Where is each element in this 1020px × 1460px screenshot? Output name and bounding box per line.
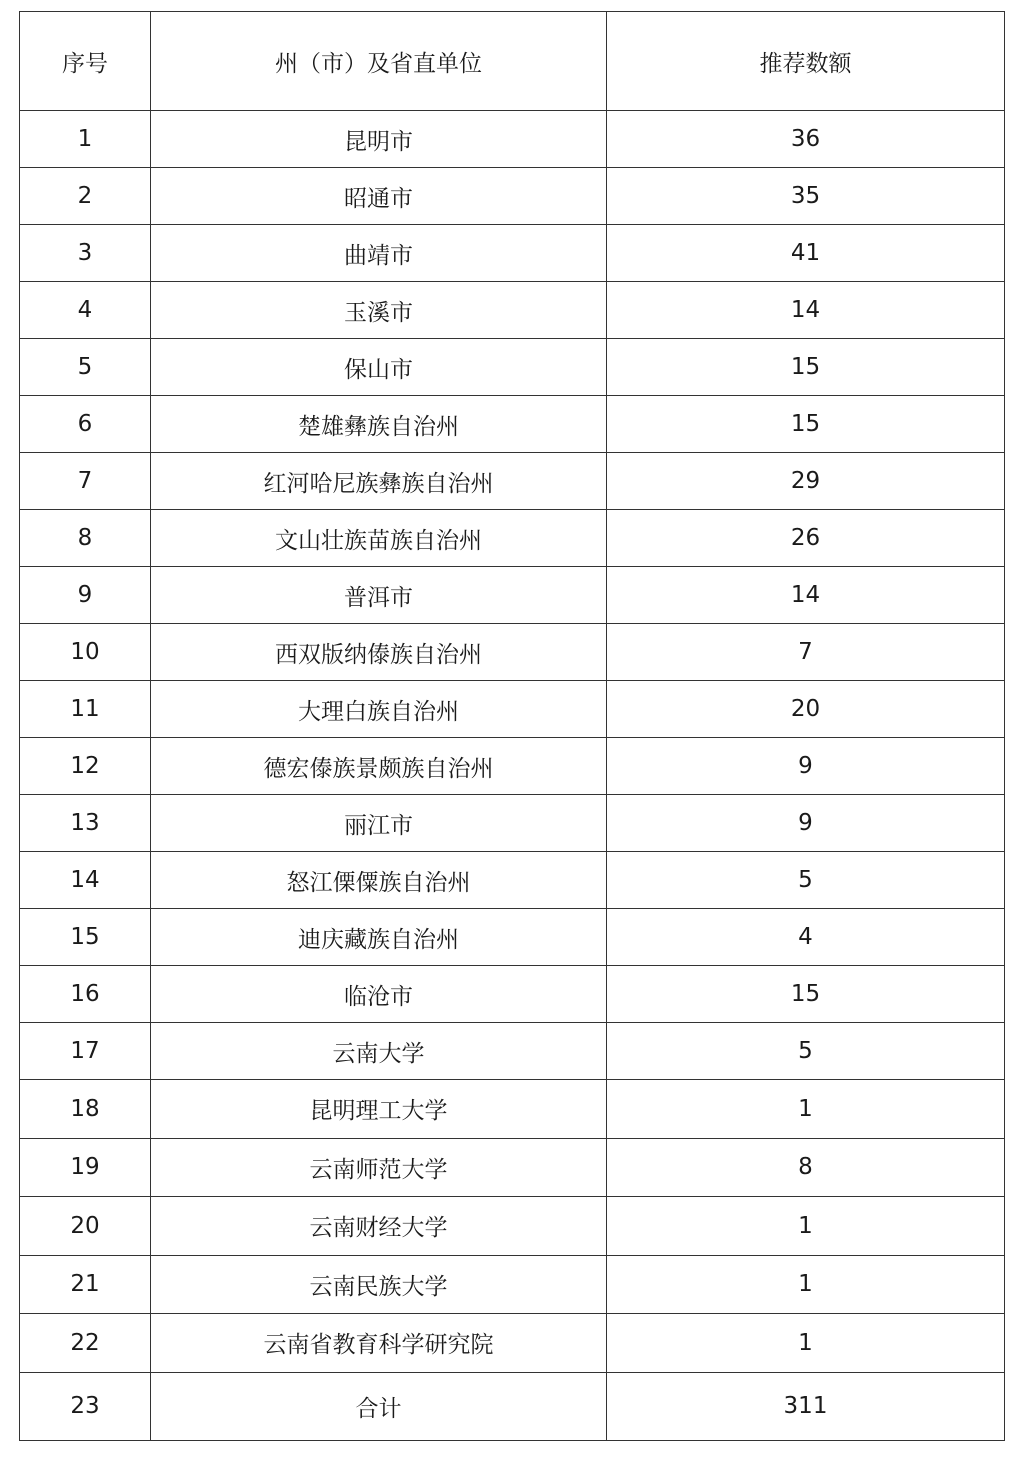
table-row [20,681,1005,738]
col-header-unit: 州（市）及省直单位 [151,12,607,111]
index-cell: 10 [20,624,151,681]
unit-cell: 西双版纳傣族自治州 [151,624,607,681]
unit-cell: 云南省教育科学研究院 [151,1314,607,1373]
table-row [20,567,1005,624]
table-row [20,111,1005,168]
quota-cell: 14 [607,282,1005,339]
quota-cell: 1 [607,1197,1005,1256]
index-cell: 3 [20,225,151,282]
table-row [20,396,1005,453]
table-row [20,1023,1005,1080]
table-row [20,168,1005,225]
table-row [20,1138,1005,1197]
index-cell: 6 [20,396,151,453]
unit-cell: 普洱市 [151,567,607,624]
quota-cell: 8 [607,1138,1005,1197]
index-cell: 9 [20,567,151,624]
unit-cell: 昆明理工大学 [151,1080,607,1139]
index-cell: 5 [20,339,151,396]
quota-cell: 14 [607,567,1005,624]
table-row [20,966,1005,1023]
table-row [20,852,1005,909]
index-cell: 18 [20,1080,151,1139]
quota-cell: 35 [607,168,1005,225]
unit-cell: 云南民族大学 [151,1255,607,1314]
quota-cell: 5 [607,852,1005,909]
table-row [20,1372,1005,1440]
index-cell: 16 [20,966,151,1023]
table-row [20,1314,1005,1373]
table-row [20,1197,1005,1256]
quota-cell: 5 [607,1023,1005,1080]
unit-cell: 曲靖市 [151,225,607,282]
quota-cell: 1 [607,1080,1005,1139]
col-header-quota: 推荐数额 [607,12,1005,111]
table-row [20,510,1005,567]
unit-cell: 迪庆藏族自治州 [151,909,607,966]
table-row [20,453,1005,510]
header-row [20,12,1005,111]
index-cell: 21 [20,1255,151,1314]
index-cell: 4 [20,282,151,339]
quota-cell: 1 [607,1255,1005,1314]
table-body [20,111,1005,1441]
quota-table [19,11,1005,1441]
quota-cell: 9 [607,738,1005,795]
quota-cell: 41 [607,225,1005,282]
table-row [20,225,1005,282]
unit-cell: 红河哈尼族彝族自治州 [151,453,607,510]
table-row [20,1080,1005,1139]
table-row [20,795,1005,852]
quota-cell: 15 [607,339,1005,396]
index-cell: 1 [20,111,151,168]
quota-cell: 9 [607,795,1005,852]
quota-cell: 311 [607,1372,1005,1440]
table-row [20,339,1005,396]
unit-cell: 云南财经大学 [151,1197,607,1256]
table-row [20,1255,1005,1314]
quota-cell: 15 [607,396,1005,453]
unit-cell: 云南大学 [151,1023,607,1080]
unit-cell: 玉溪市 [151,282,607,339]
quota-cell: 15 [607,966,1005,1023]
unit-cell: 保山市 [151,339,607,396]
unit-cell: 昆明市 [151,111,607,168]
index-cell: 13 [20,795,151,852]
quota-cell: 20 [607,681,1005,738]
unit-cell: 云南师范大学 [151,1138,607,1197]
unit-cell: 德宏傣族景颇族自治州 [151,738,607,795]
index-cell: 8 [20,510,151,567]
col-header-index: 序号 [20,12,151,111]
index-cell: 23 [20,1372,151,1440]
unit-cell: 昭通市 [151,168,607,225]
index-cell: 7 [20,453,151,510]
index-cell: 20 [20,1197,151,1256]
index-cell: 22 [20,1314,151,1373]
quota-cell: 36 [607,111,1005,168]
quota-cell: 1 [607,1314,1005,1373]
unit-cell: 临沧市 [151,966,607,1023]
unit-cell: 合计 [151,1372,607,1440]
unit-cell: 大理白族自治州 [151,681,607,738]
unit-cell: 文山壮族苗族自治州 [151,510,607,567]
index-cell: 17 [20,1023,151,1080]
table-row [20,909,1005,966]
table-row [20,282,1005,339]
quota-cell: 26 [607,510,1005,567]
unit-cell: 怒江傈僳族自治州 [151,852,607,909]
table-row [20,624,1005,681]
quota-cell: 4 [607,909,1005,966]
index-cell: 11 [20,681,151,738]
index-cell: 19 [20,1138,151,1197]
table-row [20,738,1005,795]
index-cell: 12 [20,738,151,795]
index-cell: 2 [20,168,151,225]
quota-cell: 29 [607,453,1005,510]
index-cell: 15 [20,909,151,966]
quota-cell: 7 [607,624,1005,681]
unit-cell: 楚雄彝族自治州 [151,396,607,453]
index-cell: 14 [20,852,151,909]
unit-cell: 丽江市 [151,795,607,852]
